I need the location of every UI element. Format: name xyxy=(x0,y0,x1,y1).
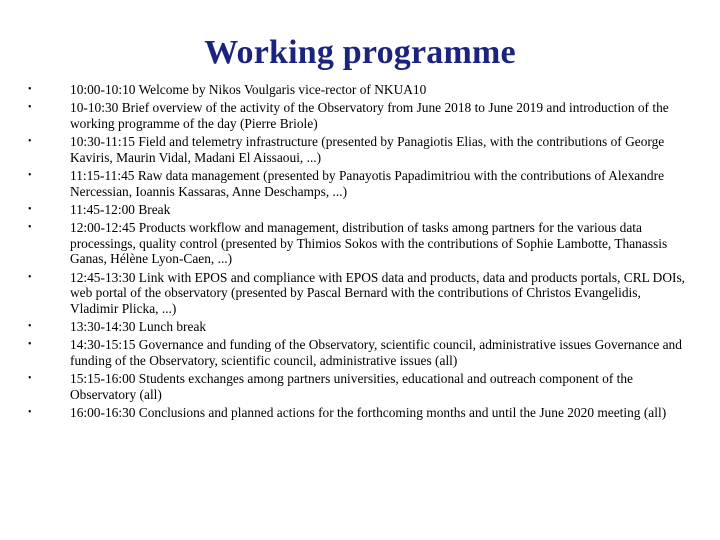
bullet-icon: • xyxy=(28,135,32,147)
agenda-item xyxy=(28,100,688,132)
agenda-item-text: 11:15-11:45 Raw data management (presented by Panayotis Papadimitriou with the contributions of Alexandre Nercessian, Ioannis Kassaras, Anne Deschamps, ...) xyxy=(70,167,665,199)
slide-title: Working programme xyxy=(204,34,516,71)
bullet-icon: • xyxy=(28,203,32,215)
agenda-item-text: 16:00-16:30 Conclusions and planned actions for the forthcoming months and until the June 2020 meeting (all) xyxy=(70,405,667,421)
agenda-item xyxy=(28,134,688,166)
agenda-item-text: 10-10:30 Brief overview of the activity of the Observatory from June 2018 to June 2019 and introduction of the working programme of the day (Pierre Briole) xyxy=(70,100,669,131)
agenda-item-text: 11:45-12:00 Break xyxy=(70,201,171,217)
agenda-item xyxy=(28,220,688,267)
agenda-item-text: 10:30-11:15 Field and telemetry infrastructure (presented by Panagiotis Elias, with the contributions of George Kaviris, Maurin Vidal, Madani El Aissaoui, ...) xyxy=(70,133,665,165)
agenda-item xyxy=(28,270,688,317)
agenda-item xyxy=(28,168,688,200)
agenda-item xyxy=(28,82,688,98)
bullet-icon: • xyxy=(28,84,32,95)
agenda-item-text: 10:00-10:10 Welcome by Nikos Voulgaris vice-rector of NKUA10 xyxy=(70,82,427,97)
agenda-item-text: 12:45-13:30 Link with EPOS and compliance with EPOS data and products, data and products portals, CRL DOIs, web portal of the observatory (presented by Pascal Bernard with the contributions of Christos Evangelidis, Vladimir Plicka, ...) xyxy=(70,269,686,317)
bullet-icon: • xyxy=(28,221,32,233)
agenda-item xyxy=(28,371,688,403)
bullet-icon: • xyxy=(28,373,32,385)
bullet-icon: • xyxy=(28,407,32,419)
bullet-icon: • xyxy=(28,102,32,114)
bullet-icon: • xyxy=(28,271,32,283)
agenda-item xyxy=(28,337,688,369)
bullet-icon: • xyxy=(28,339,32,351)
agenda-item xyxy=(28,319,688,335)
agenda-list xyxy=(28,82,688,423)
bullet-icon: • xyxy=(28,321,32,333)
agenda-item-text: 12:00-12:45 Products workflow and management, distribution of tasks among partners for the various data processings, quality control (presented by Thimios Sokos with the contributions of Sophie Lambotte, Thanassis Ganas, Hélène Lyon-Caen, ...) xyxy=(70,219,668,267)
agenda-item-text: 15:15-16:00 Students exchanges among partners universities, educational and outreach component of the Observatory (all) xyxy=(70,371,633,403)
bullet-icon: • xyxy=(28,169,32,181)
agenda-item xyxy=(28,405,688,421)
agenda-item-text: 13:30-14:30 Lunch break xyxy=(70,319,207,335)
agenda-item-text: 14:30-15:15 Governance and funding of the Observatory, scientific council, administrative issues Governance and funding of the Observatory, scientific council, administrative issues (all) xyxy=(70,337,682,369)
agenda-item xyxy=(28,202,688,218)
